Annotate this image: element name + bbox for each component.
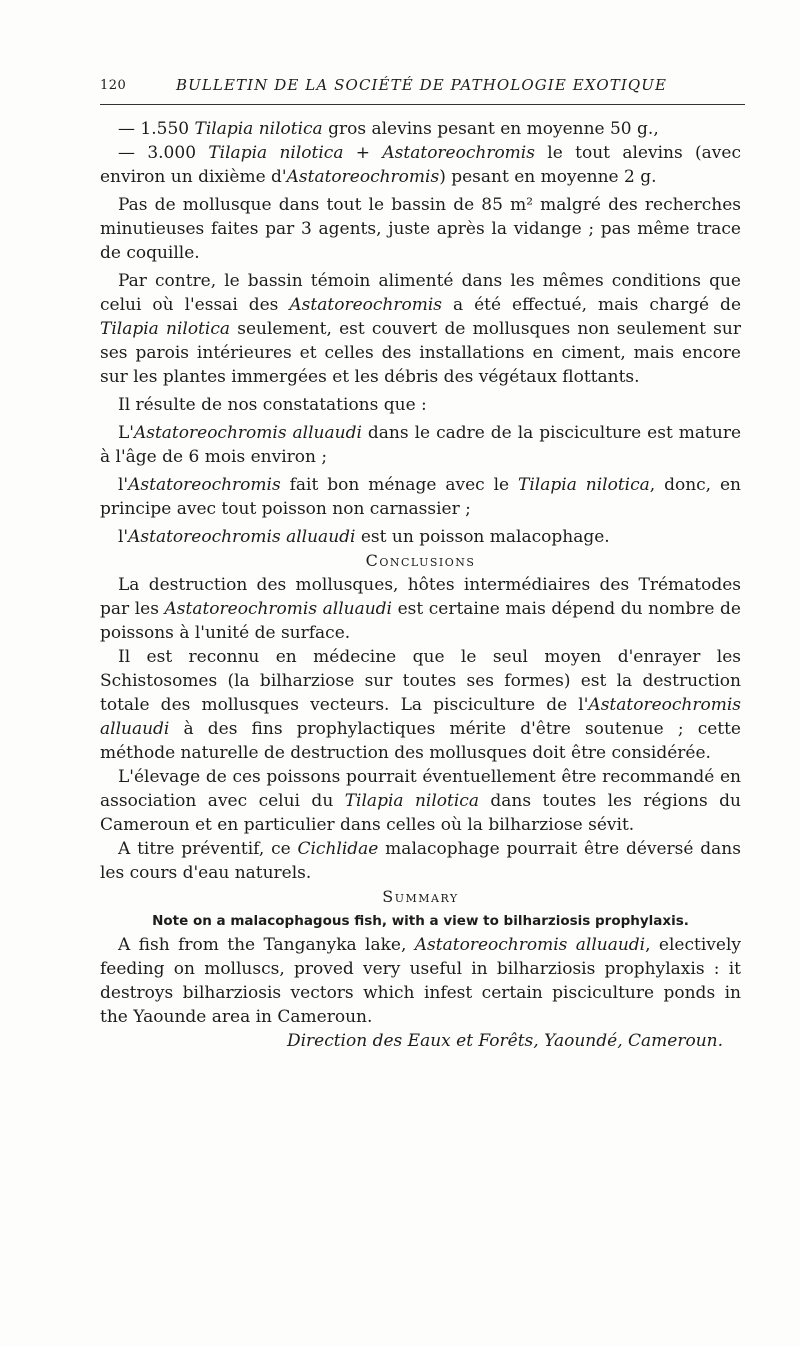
paragraph: A titre préventif, ce Cichlidae malacophage pourrait être déversé dans les cours d'eau naturels.: [100, 839, 741, 883]
article-body: [100, 117, 741, 1053]
paragraph: — 3.000 Tilapia nilotica + Astatoreochromis le tout alevins (avec environ un dixième d'Astatoreochromis) pesant en moyenne 2 g.: [100, 143, 741, 187]
paragraph: L'élevage de ces poissons pourrait éventuellement être recommandé en association avec celui du Tilapia nilotica dans toutes les régions du Cameroun et en particulier dans celles où la bilharziose sévit.: [100, 767, 741, 835]
paragraph: — 1.550 Tilapia nilotica gros alevins pesant en moyenne 50 g.,: [118, 119, 659, 139]
conclusions-heading: Conclusions: [365, 551, 476, 570]
page-header: [100, 76, 745, 100]
paragraph: Il est reconnu en médecine que le seul moyen d'enrayer les Schistosomes (la bilharziose sur toutes ses formes) est la destruction totale des mollusques vecteurs. La pisciculture de l'Astatoreochromis alluaudi à des fins prophylactiques mérite d'être soutenue ; cette méthode naturelle de destruction des mollusques doit être considérée.: [100, 647, 741, 763]
paragraph: l'Astatoreochromis alluaudi est un poisson malacophage.: [118, 527, 610, 547]
paragraph: Par contre, le bassin témoin alimenté dans les mêmes conditions que celui où l'essai des Astatoreochromis a été effectué, mais chargé de Tilapia nilotica seulement, est couvert de mollusques non seulement sur ses parois intérieures et celles des installations en ciment, mais encore sur les plantes immergées et les débris des végétaux flottants.: [100, 271, 741, 387]
summary-heading: Summary: [382, 887, 459, 906]
paragraph: L'Astatoreochromis alluaudi dans le cadre de la pisciculture est mature à l'âge de 6 mois environ ;: [100, 423, 742, 467]
paragraph: l'Astatoreochromis fait bon ménage avec le Tilapia nilotica, donc, en principe avec tout poisson non carnassier ;: [100, 475, 741, 519]
paragraph: Il résulte de nos constatations que :: [118, 395, 427, 415]
paragraph: A fish from the Tanganyka lake, Astatoreochromis alluaudi, electively feeding on molluscs, proved very useful in bilharziosis prophylaxis : it destroys bilharziosis vectors which infest certain pisciculture ponds in the Yaounde area in Cameroun.: [100, 935, 741, 1027]
page-number: 120: [100, 78, 127, 93]
paragraph: Pas de mollusque dans tout le bassin de 85 m² malgré des recherches minutieuses faites par 3 agents, juste après la vidange ; pas même trace de coquille.: [100, 195, 741, 263]
header-rule: [100, 104, 745, 105]
running-title: BULLETIN DE LA SOCIÉTÉ DE PATHOLOGIE EXOTIQUE: [176, 76, 668, 94]
affiliation: Direction des Eaux et Forêts, Yaoundé, Cameroun.: [286, 1031, 723, 1051]
paragraph: La destruction des mollusques, hôtes intermédiaires des Trématodes par les Astatoreochromis alluaudi est certaine mais dépend du nombre de poissons à l'unité de surface.: [100, 575, 741, 643]
summary-title: Note on a malacophagous fish, with a view to bilharziosis prophylaxis.: [152, 913, 689, 929]
